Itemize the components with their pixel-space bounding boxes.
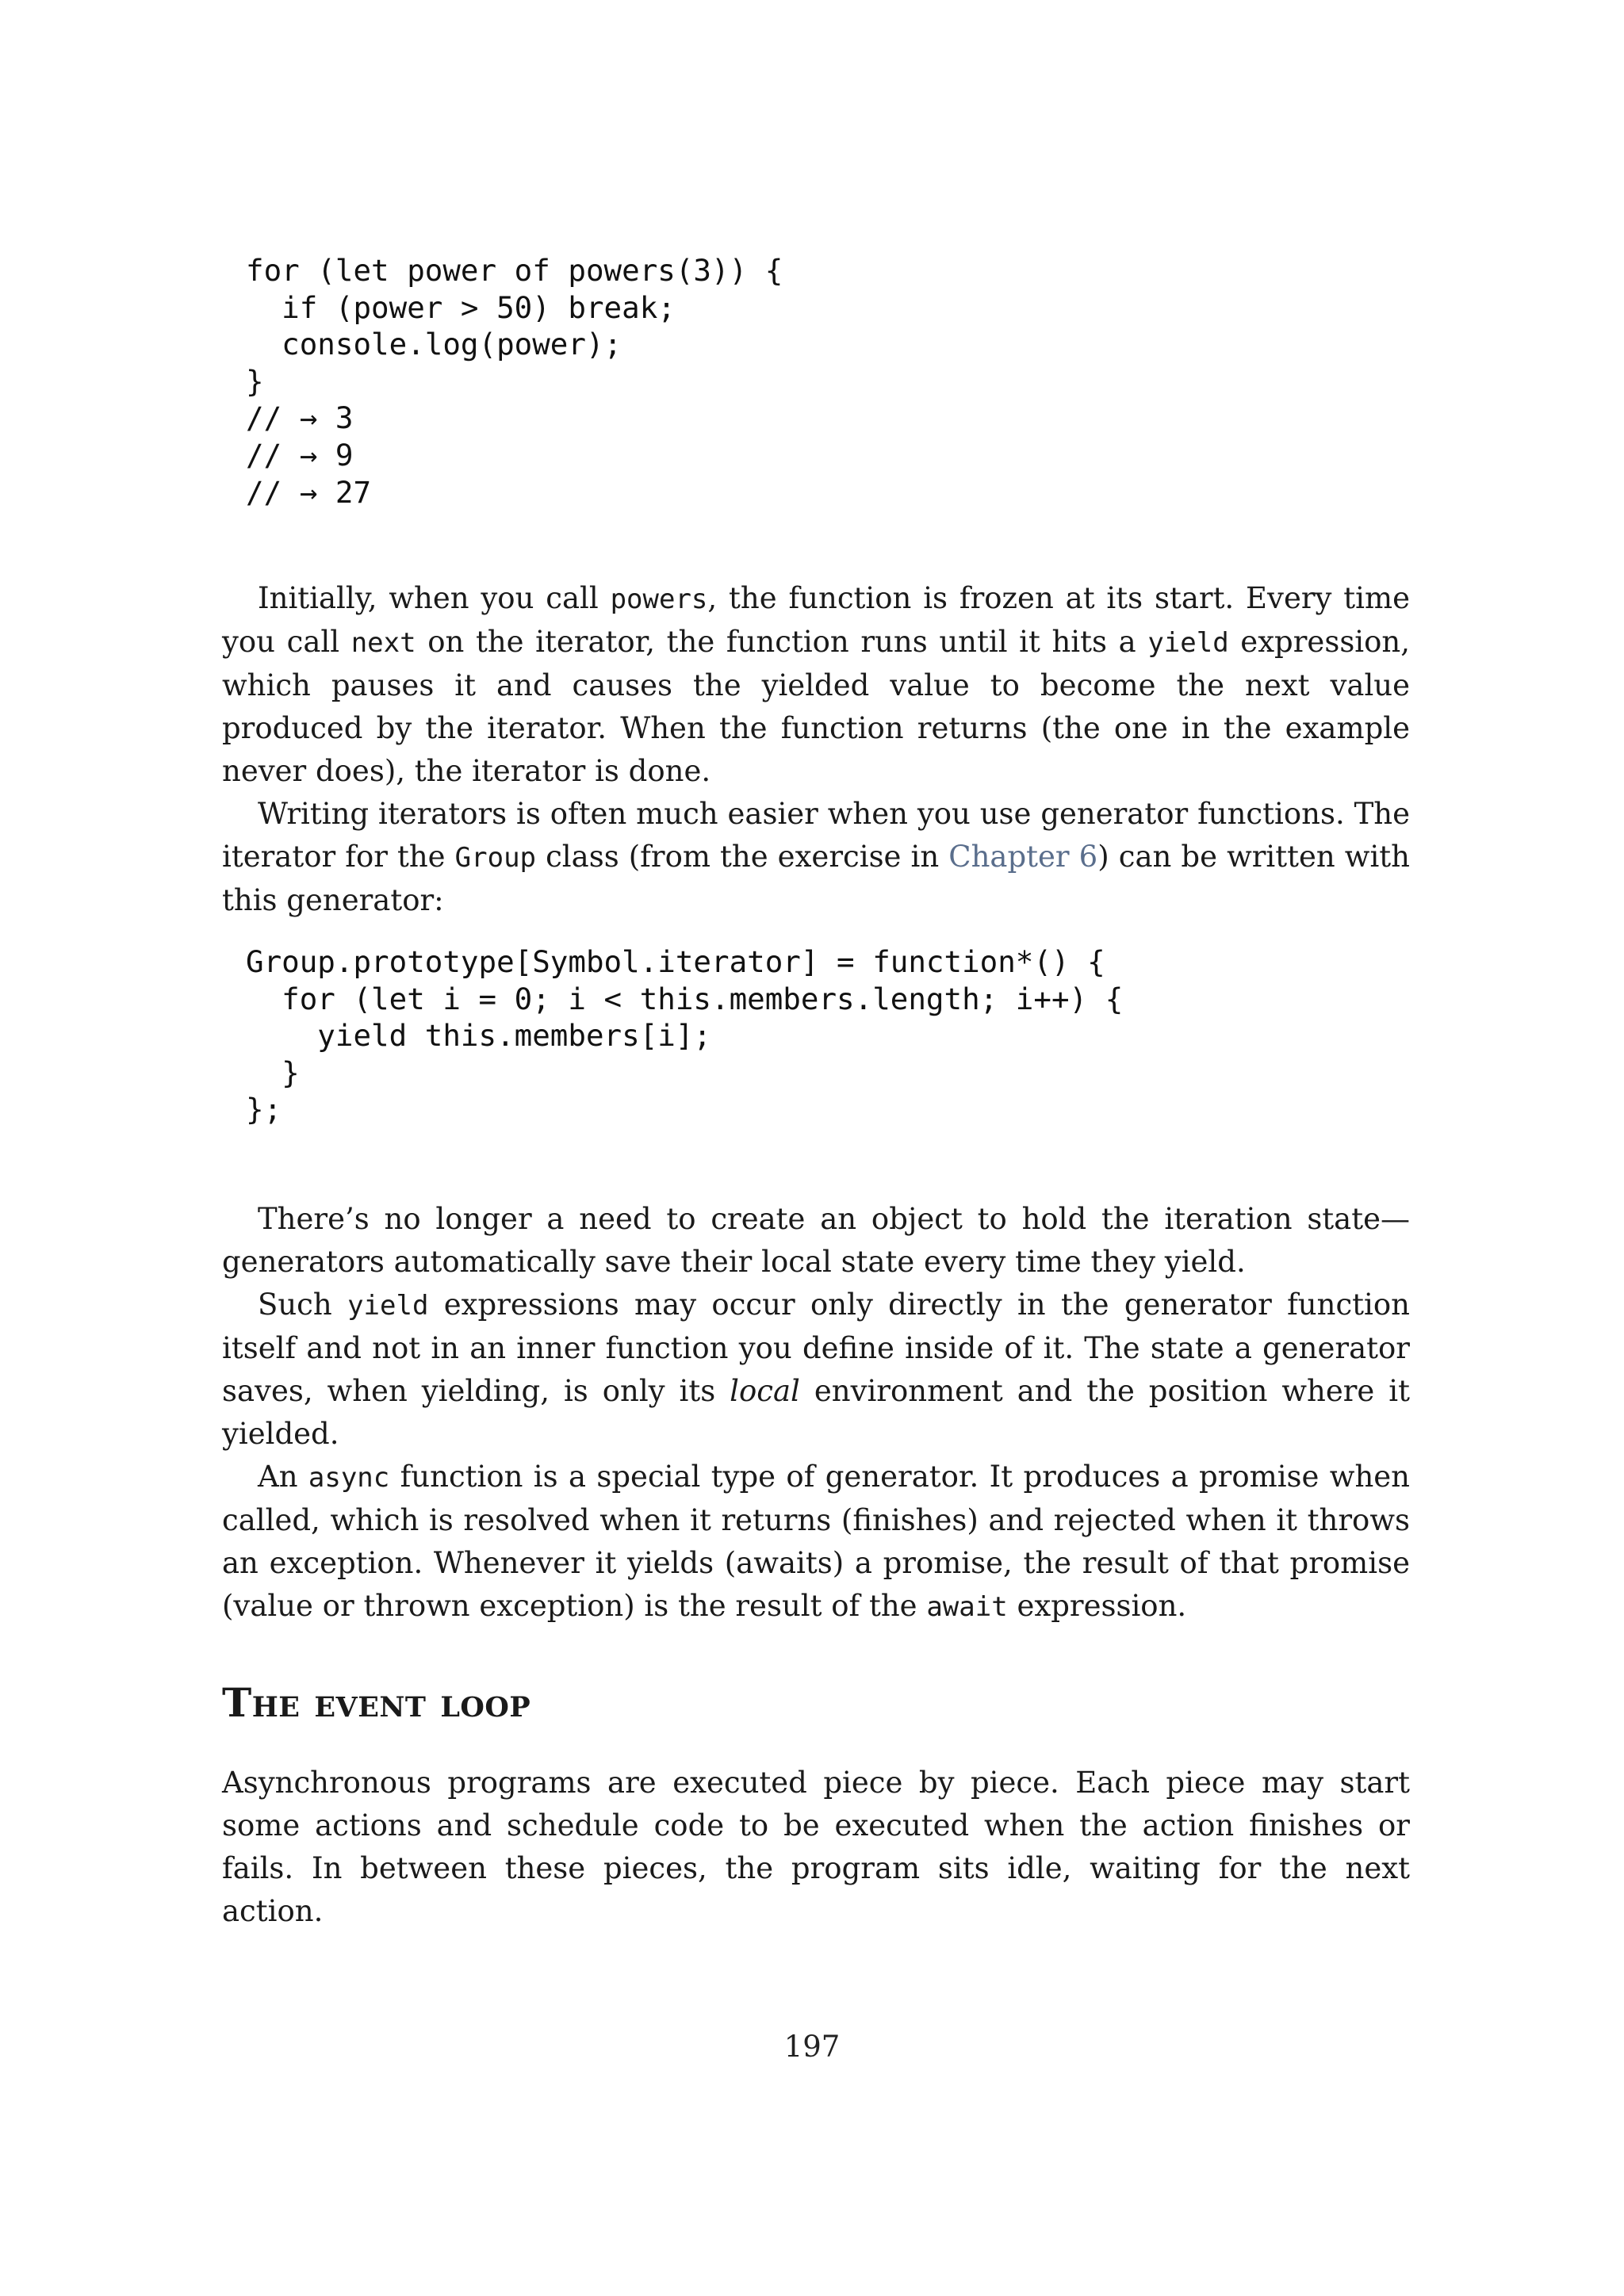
text-run: function is a special type of generator. It produces a promise when called, which is resolved when it returns (finishes) and rejected when it throws an exception. Whenever it yields (awaits) a promise, the result of that promise (value or thrown exception) is the result of the — [222, 1460, 1410, 1623]
code-line: // → 3 — [246, 400, 354, 436]
text-run: , the function is frozen at its start. Every time you call — [222, 581, 1410, 659]
code-line: Group.prototype[Symbol.iterator] = function*() { — [246, 944, 1105, 979]
page-number: 197 — [783, 2030, 841, 2064]
code-line: } — [246, 363, 264, 399]
text-run: ) can be written with this generator: — [222, 840, 1410, 917]
inline-code: Group — [454, 842, 537, 874]
paragraph — [222, 793, 1410, 922]
text-run: Writing iterators is often much easier when you use generator functions. The iterator for the — [222, 797, 1410, 874]
inline-code: async — [308, 1462, 390, 1494]
paragraph — [222, 1456, 1410, 1628]
inline-code: yield — [347, 1290, 429, 1322]
code-line: // → 9 — [246, 437, 354, 473]
code-line: // → 27 — [246, 474, 372, 510]
text-section — [222, 1198, 1410, 1628]
emphasis: local — [730, 1374, 800, 1408]
text-run: Asynchronous programs are executed piece by piece. Each piece may start some actions and schedule code to be executed when the action finishes or fails. In between these pieces, the program sits idle, waiting for the next action. — [222, 1766, 1410, 1928]
code-line: for (let power of powers(3)) { — [246, 253, 783, 288]
paragraph — [222, 1198, 1410, 1284]
text-run: There’s no longer a need to create an object to hold the iteration state—generators automatically save their local state every time they yield. — [222, 1202, 1410, 1279]
paragraph — [222, 1284, 1410, 1456]
code-line: console.log(power); — [246, 327, 622, 362]
text-run: environment and the position where it yielded. — [222, 1374, 1410, 1451]
text-run: An — [258, 1460, 308, 1494]
code-line: if (power > 50) break; — [246, 289, 676, 325]
text-run: Initially, when you call — [258, 581, 611, 615]
inline-code: powers — [610, 584, 708, 615]
text-run: on the iterator, the function runs until it hits a — [416, 625, 1148, 659]
code-line: }; — [246, 1092, 282, 1127]
code-line: for (let i = 0; i < this.members.length; i++) { — [246, 981, 1124, 1016]
section-heading: The event loop — [222, 1679, 531, 1726]
inline-code: await — [926, 1591, 1008, 1623]
inline-code: next — [350, 627, 416, 659]
chapter-link[interactable]: Chapter 6 — [948, 840, 1098, 874]
code-line: } — [246, 1054, 300, 1090]
text-section — [222, 577, 1410, 922]
paragraph — [222, 1762, 1410, 1933]
text-run: expressions may occur only directly in the generator function itself and not in an inner function you define inside of it. The state a generator saves, when yielding, is only its — [222, 1288, 1410, 1408]
inline-code: yield — [1147, 627, 1229, 659]
text-run: expression. — [1007, 1589, 1187, 1623]
code-block — [246, 252, 783, 511]
code-line: yield this.members[i]; — [246, 1018, 711, 1054]
text-run: expression, which pauses it and causes the yielded value to become the next value produced by the iterator. When the function returns (the one in the example never does), the iterator is done. — [222, 625, 1411, 788]
text-run: class (from the exercise in — [536, 840, 949, 874]
text-run: Such — [258, 1288, 348, 1322]
code-block — [246, 943, 1123, 1128]
text-section — [222, 1762, 1410, 1933]
paragraph — [222, 577, 1410, 793]
